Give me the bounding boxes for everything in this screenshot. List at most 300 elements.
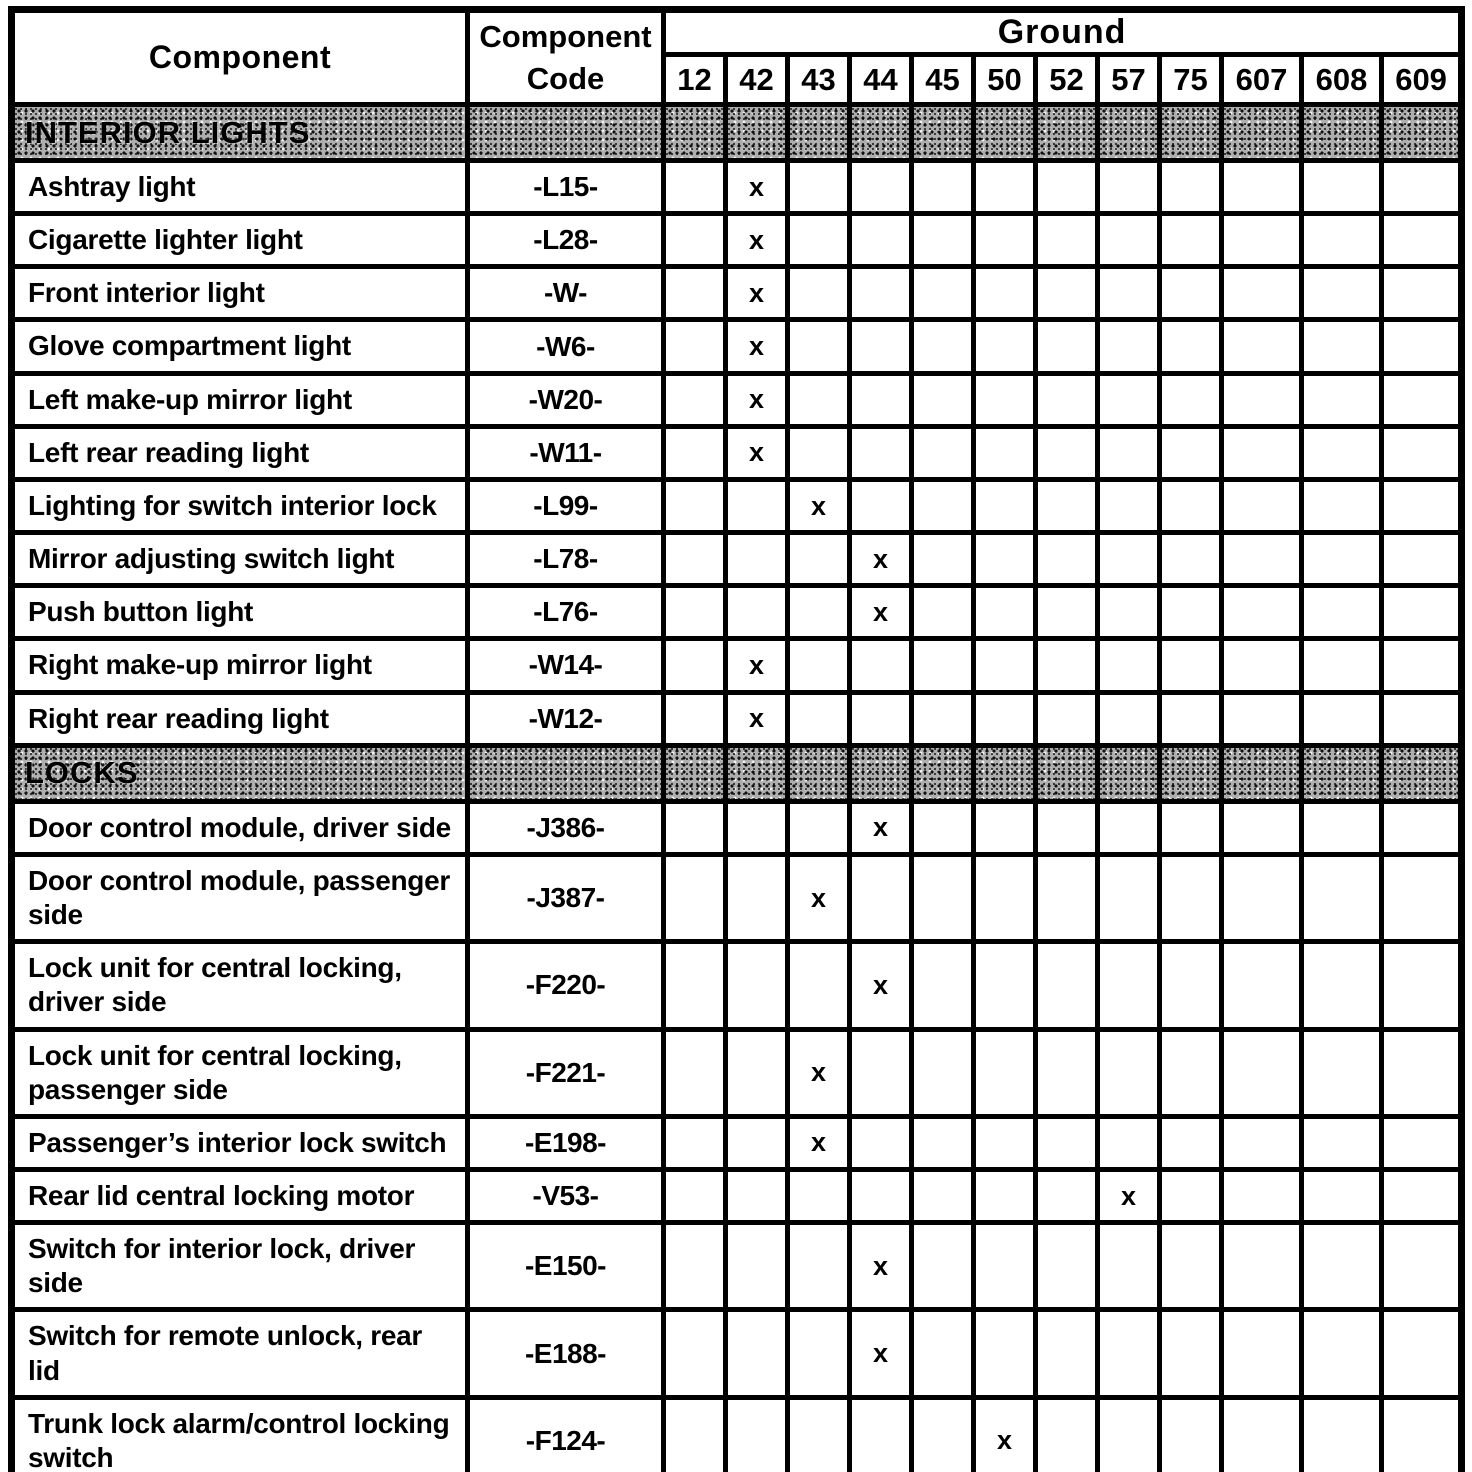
ground-cell-607 xyxy=(1222,479,1302,532)
table-body xyxy=(12,105,1462,1472)
ground-cell-42 xyxy=(726,1310,788,1397)
ground-cell-75 xyxy=(1160,1223,1222,1310)
ground-cell-45 xyxy=(912,854,974,941)
ground-cell-45 xyxy=(912,942,974,1029)
section-band-filler xyxy=(1382,105,1462,161)
ground-cell-50 xyxy=(974,1310,1036,1397)
ground-column-header-607: 607 xyxy=(1222,55,1302,105)
ground-cell-608 xyxy=(1302,801,1382,854)
section-band-filler xyxy=(1222,745,1302,801)
ground-cell-45 xyxy=(912,692,974,745)
ground-cell-50 xyxy=(974,161,1036,214)
component-name-cell: Lighting for switch interior lock xyxy=(12,479,468,532)
ground-cell-50 xyxy=(974,1223,1036,1310)
ground-cell-12 xyxy=(664,801,726,854)
section-band-filler xyxy=(726,745,788,801)
ground-cell-43 xyxy=(788,161,850,214)
ground-cell-608 xyxy=(1302,1029,1382,1116)
ground-cell-12 xyxy=(664,373,726,426)
component-code-cell: -J386- xyxy=(468,801,664,854)
component-code-cell: -L99- xyxy=(468,479,664,532)
ground-cell-609 xyxy=(1382,586,1462,639)
table-row xyxy=(12,426,1462,479)
ground-cell-50 xyxy=(974,942,1036,1029)
component-name-cell: Left rear reading light xyxy=(12,426,468,479)
ground-column-header-50: 50 xyxy=(974,55,1036,105)
ground-cell-12 xyxy=(664,214,726,267)
ground-cell-45 xyxy=(912,267,974,320)
ground-cell-42 xyxy=(726,586,788,639)
ground-cell-608 xyxy=(1302,1310,1382,1397)
component-code-column-header xyxy=(468,10,664,105)
ground-cell-609 xyxy=(1382,161,1462,214)
ground-cell-52 xyxy=(1036,1310,1098,1397)
ground-cell-45 xyxy=(912,1169,974,1222)
ground-cell-609 xyxy=(1382,1397,1462,1472)
ground-cell-45 xyxy=(912,479,974,532)
ground-cell-608 xyxy=(1302,1116,1382,1169)
ground-cell-75 xyxy=(1160,533,1222,586)
table-row xyxy=(12,214,1462,267)
ground-column-header-75: 75 xyxy=(1160,55,1222,105)
ground-cell-75 xyxy=(1160,161,1222,214)
ground-cell-42 xyxy=(726,1223,788,1310)
ground-cell-608 xyxy=(1302,267,1382,320)
ground-cell-44 xyxy=(850,373,912,426)
ground-cell-609 xyxy=(1382,1116,1462,1169)
ground-cell-45 xyxy=(912,1116,974,1169)
section-band-filler xyxy=(974,745,1036,801)
ground-group-header: Ground xyxy=(664,10,1462,55)
ground-cell-57 xyxy=(1098,586,1160,639)
ground-cell-43 xyxy=(788,1397,850,1472)
section-band-filler xyxy=(1160,745,1222,801)
component-code-cell: -J387- xyxy=(468,854,664,941)
ground-cell-44 xyxy=(850,426,912,479)
ground-cell-43 xyxy=(788,1169,850,1222)
ground-cell-44 xyxy=(850,854,912,941)
ground-cell-52 xyxy=(1036,426,1098,479)
component-code-cell: -L78- xyxy=(468,533,664,586)
section-band-filler xyxy=(726,105,788,161)
ground-column-header-608: 608 xyxy=(1302,55,1382,105)
ground-cell-75 xyxy=(1160,1116,1222,1169)
ground-cell-52 xyxy=(1036,320,1098,373)
ground-cell-42 xyxy=(726,533,788,586)
component-code-cell: -L76- xyxy=(468,586,664,639)
ground-cell-50 xyxy=(974,1169,1036,1222)
ground-cell-45 xyxy=(912,639,974,692)
ground-cell-608 xyxy=(1302,1223,1382,1310)
ground-column-header-43: 43 xyxy=(788,55,850,105)
ground-cell-12 xyxy=(664,1310,726,1397)
table-row xyxy=(12,854,1462,941)
ground-cell-43 xyxy=(788,533,850,586)
ground-cell-12 xyxy=(664,1169,726,1222)
ground-cell-57 xyxy=(1098,692,1160,745)
component-name-cell: Switch for interior lock, driver side xyxy=(12,1223,468,1310)
component-name-cell: Passenger’s interior lock switch xyxy=(12,1116,468,1169)
ground-cell-607 xyxy=(1222,692,1302,745)
ground-mark-42: x xyxy=(726,214,788,267)
ground-cell-607 xyxy=(1222,1169,1302,1222)
component-name-cell: Mirror adjusting switch light xyxy=(12,533,468,586)
ground-cell-57 xyxy=(1098,479,1160,532)
ground-mark-42: x xyxy=(726,267,788,320)
ground-cell-608 xyxy=(1302,639,1382,692)
ground-cell-42 xyxy=(726,1029,788,1116)
ground-column-header-42: 42 xyxy=(726,55,788,105)
ground-mark-44: x xyxy=(850,586,912,639)
ground-cell-50 xyxy=(974,801,1036,854)
ground-cell-608 xyxy=(1302,1397,1382,1472)
component-code-cell: -W- xyxy=(468,267,664,320)
ground-cell-52 xyxy=(1036,1397,1098,1472)
ground-cell-50 xyxy=(974,1029,1036,1116)
ground-cell-45 xyxy=(912,1397,974,1472)
section-title-label: LOCKS xyxy=(25,755,139,791)
ground-cell-75 xyxy=(1160,854,1222,941)
ground-cell-75 xyxy=(1160,1397,1222,1472)
ground-cell-57 xyxy=(1098,214,1160,267)
ground-cell-44 xyxy=(850,320,912,373)
table-row xyxy=(12,1397,1462,1472)
ground-cell-43 xyxy=(788,692,850,745)
ground-cell-607 xyxy=(1222,373,1302,426)
component-column-header: Component xyxy=(12,10,468,105)
ground-cell-50 xyxy=(974,479,1036,532)
ground-cell-607 xyxy=(1222,1310,1302,1397)
ground-column-header-45: 45 xyxy=(912,55,974,105)
ground-cell-57 xyxy=(1098,639,1160,692)
section-band-filler xyxy=(912,105,974,161)
ground-cell-52 xyxy=(1036,942,1098,1029)
ground-cell-609 xyxy=(1382,426,1462,479)
component-code-header-line2: Code xyxy=(526,60,605,96)
ground-mark-44: x xyxy=(850,942,912,1029)
ground-cell-75 xyxy=(1160,1310,1222,1397)
component-code-cell: -W6- xyxy=(468,320,664,373)
ground-mark-43: x xyxy=(788,854,850,941)
ground-cell-12 xyxy=(664,161,726,214)
ground-cell-50 xyxy=(974,373,1036,426)
ground-cell-609 xyxy=(1382,533,1462,586)
ground-column-header-12: 12 xyxy=(664,55,726,105)
ground-cell-607 xyxy=(1222,426,1302,479)
ground-cell-44 xyxy=(850,1116,912,1169)
table-row xyxy=(12,586,1462,639)
ground-cell-12 xyxy=(664,1397,726,1472)
ground-cell-608 xyxy=(1302,373,1382,426)
ground-cell-608 xyxy=(1302,942,1382,1029)
ground-cell-44 xyxy=(850,161,912,214)
ground-mark-42: x xyxy=(726,426,788,479)
ground-cell-609 xyxy=(1382,1029,1462,1116)
ground-cell-607 xyxy=(1222,854,1302,941)
ground-cell-43 xyxy=(788,1310,850,1397)
table-row xyxy=(12,479,1462,532)
ground-cell-607 xyxy=(1222,586,1302,639)
ground-mark-42: x xyxy=(726,692,788,745)
ground-cell-57 xyxy=(1098,373,1160,426)
ground-cell-609 xyxy=(1382,214,1462,267)
ground-column-header-57: 57 xyxy=(1098,55,1160,105)
ground-cell-45 xyxy=(912,373,974,426)
ground-cell-609 xyxy=(1382,479,1462,532)
ground-cell-607 xyxy=(1222,1223,1302,1310)
ground-cell-52 xyxy=(1036,801,1098,854)
ground-cell-44 xyxy=(850,1169,912,1222)
ground-cell-609 xyxy=(1382,801,1462,854)
table-row xyxy=(12,1116,1462,1169)
ground-cell-42 xyxy=(726,942,788,1029)
ground-cell-57 xyxy=(1098,320,1160,373)
component-code-cell: -E188- xyxy=(468,1310,664,1397)
ground-cell-44 xyxy=(850,479,912,532)
ground-cell-609 xyxy=(1382,1223,1462,1310)
section-band-filler xyxy=(1382,745,1462,801)
ground-cell-57 xyxy=(1098,161,1160,214)
ground-cell-43 xyxy=(788,639,850,692)
ground-cell-608 xyxy=(1302,1169,1382,1222)
section-band-filler xyxy=(468,105,664,161)
ground-cell-52 xyxy=(1036,533,1098,586)
ground-cell-42 xyxy=(726,854,788,941)
component-name-cell: Left make-up mirror light xyxy=(12,373,468,426)
ground-cell-75 xyxy=(1160,942,1222,1029)
ground-cell-609 xyxy=(1382,1310,1462,1397)
ground-cell-57 xyxy=(1098,1397,1160,1472)
ground-cell-44 xyxy=(850,267,912,320)
ground-cell-75 xyxy=(1160,373,1222,426)
ground-cell-607 xyxy=(1222,801,1302,854)
section-band-filler xyxy=(664,745,726,801)
ground-cell-12 xyxy=(664,854,726,941)
ground-mark-42: x xyxy=(726,161,788,214)
section-band-filler xyxy=(1036,745,1098,801)
ground-cell-609 xyxy=(1382,320,1462,373)
component-name-cell: Lock unit for central locking, driver side xyxy=(12,942,468,1029)
ground-cell-57 xyxy=(1098,854,1160,941)
ground-cell-75 xyxy=(1160,586,1222,639)
ground-cell-12 xyxy=(664,639,726,692)
section-band-filler xyxy=(850,105,912,161)
ground-cell-12 xyxy=(664,586,726,639)
table-row xyxy=(12,373,1462,426)
section-band-filler xyxy=(1222,105,1302,161)
ground-cell-75 xyxy=(1160,267,1222,320)
component-code-cell: -W11- xyxy=(468,426,664,479)
section-band-filler xyxy=(788,745,850,801)
ground-cell-608 xyxy=(1302,320,1382,373)
section-title xyxy=(12,745,468,801)
component-name-cell: Cigarette lighter light xyxy=(12,214,468,267)
ground-cell-43 xyxy=(788,320,850,373)
ground-cell-52 xyxy=(1036,214,1098,267)
ground-cell-44 xyxy=(850,692,912,745)
ground-mark-42: x xyxy=(726,639,788,692)
ground-cell-45 xyxy=(912,320,974,373)
component-code-cell: -W20- xyxy=(468,373,664,426)
table-row xyxy=(12,801,1462,854)
ground-cell-52 xyxy=(1036,373,1098,426)
ground-cell-12 xyxy=(664,942,726,1029)
ground-cell-45 xyxy=(912,1029,974,1116)
ground-cell-43 xyxy=(788,214,850,267)
component-name-cell: Rear lid central locking motor xyxy=(12,1169,468,1222)
component-code-cell: -F221- xyxy=(468,1029,664,1116)
ground-cell-75 xyxy=(1160,320,1222,373)
table-row xyxy=(12,1029,1462,1116)
component-name-cell: Right rear reading light xyxy=(12,692,468,745)
ground-cell-52 xyxy=(1036,1029,1098,1116)
component-name-cell: Push button light xyxy=(12,586,468,639)
ground-cell-52 xyxy=(1036,479,1098,532)
ground-cell-50 xyxy=(974,692,1036,745)
ground-cell-43 xyxy=(788,942,850,1029)
section-title-label: INTERIOR LIGHTS xyxy=(25,114,311,150)
section-band-filler xyxy=(664,105,726,161)
ground-cell-52 xyxy=(1036,161,1098,214)
ground-cell-57 xyxy=(1098,1116,1160,1169)
ground-cell-609 xyxy=(1382,1169,1462,1222)
ground-cell-609 xyxy=(1382,854,1462,941)
ground-cell-607 xyxy=(1222,320,1302,373)
ground-cell-52 xyxy=(1036,586,1098,639)
section-band-filler xyxy=(974,105,1036,161)
ground-cell-52 xyxy=(1036,639,1098,692)
ground-cell-44 xyxy=(850,1397,912,1472)
ground-cell-45 xyxy=(912,801,974,854)
ground-cell-52 xyxy=(1036,1116,1098,1169)
ground-cell-12 xyxy=(664,533,726,586)
ground-cell-608 xyxy=(1302,692,1382,745)
table-row xyxy=(12,533,1462,586)
ground-cell-50 xyxy=(974,1116,1036,1169)
component-name-cell: Door control module, driver side xyxy=(12,801,468,854)
ground-cell-42 xyxy=(726,1397,788,1472)
ground-column-header-609: 609 xyxy=(1382,55,1462,105)
header-row-top xyxy=(12,10,1462,55)
component-name-cell: Lock unit for central locking, passenger side xyxy=(12,1029,468,1116)
ground-cell-50 xyxy=(974,639,1036,692)
ground-cell-57 xyxy=(1098,1223,1160,1310)
ground-cell-42 xyxy=(726,1116,788,1169)
section-band-filler xyxy=(1036,105,1098,161)
section-band-filler xyxy=(468,745,664,801)
ground-cell-607 xyxy=(1222,267,1302,320)
ground-cell-12 xyxy=(664,320,726,373)
ground-mark-57: x xyxy=(1098,1169,1160,1222)
ground-cell-608 xyxy=(1302,586,1382,639)
ground-cell-607 xyxy=(1222,1116,1302,1169)
ground-cell-609 xyxy=(1382,267,1462,320)
ground-cell-44 xyxy=(850,214,912,267)
ground-column-header-44: 44 xyxy=(850,55,912,105)
component-code-cell: -F220- xyxy=(468,942,664,1029)
component-name-cell: Right make-up mirror light xyxy=(12,639,468,692)
table-row xyxy=(12,692,1462,745)
ground-cell-52 xyxy=(1036,267,1098,320)
component-name-cell: Glove compartment light xyxy=(12,320,468,373)
component-code-cell: -W12- xyxy=(468,692,664,745)
component-name-cell: Front interior light xyxy=(12,267,468,320)
ground-cell-75 xyxy=(1160,214,1222,267)
ground-cell-608 xyxy=(1302,161,1382,214)
component-code-cell: -L15- xyxy=(468,161,664,214)
section-band-filler xyxy=(788,105,850,161)
table-row xyxy=(12,942,1462,1029)
section-band-filler xyxy=(850,745,912,801)
section-band-filler xyxy=(1098,745,1160,801)
ground-cell-608 xyxy=(1302,479,1382,532)
ground-cell-75 xyxy=(1160,692,1222,745)
component-name-cell: Trunk lock alarm/control locking switch xyxy=(12,1397,468,1472)
ground-mark-42: x xyxy=(726,320,788,373)
ground-mark-44: x xyxy=(850,533,912,586)
ground-cell-57 xyxy=(1098,426,1160,479)
ground-cell-75 xyxy=(1160,426,1222,479)
ground-cell-43 xyxy=(788,426,850,479)
ground-cell-607 xyxy=(1222,1397,1302,1472)
section-band-filler xyxy=(1098,105,1160,161)
ground-cell-45 xyxy=(912,161,974,214)
ground-cell-52 xyxy=(1036,1169,1098,1222)
ground-cell-44 xyxy=(850,639,912,692)
ground-cell-75 xyxy=(1160,801,1222,854)
ground-cell-609 xyxy=(1382,942,1462,1029)
ground-cell-52 xyxy=(1036,1223,1098,1310)
section-title xyxy=(12,105,468,161)
ground-cell-75 xyxy=(1160,1169,1222,1222)
ground-cell-608 xyxy=(1302,533,1382,586)
component-code-cell: -V53- xyxy=(468,1169,664,1222)
ground-cell-12 xyxy=(664,1223,726,1310)
ground-cell-609 xyxy=(1382,639,1462,692)
ground-cell-608 xyxy=(1302,854,1382,941)
ground-cell-75 xyxy=(1160,639,1222,692)
ground-cell-607 xyxy=(1222,639,1302,692)
ground-cell-50 xyxy=(974,854,1036,941)
table-row xyxy=(12,1169,1462,1222)
section-band-filler xyxy=(1302,105,1382,161)
ground-cell-607 xyxy=(1222,214,1302,267)
ground-cell-57 xyxy=(1098,533,1160,586)
component-code-header-line1: Component xyxy=(479,18,652,54)
ground-cell-50 xyxy=(974,320,1036,373)
table-row xyxy=(12,1223,1462,1310)
table-row xyxy=(12,161,1462,214)
ground-cell-50 xyxy=(974,533,1036,586)
ground-mark-44: x xyxy=(850,1310,912,1397)
ground-cell-45 xyxy=(912,1223,974,1310)
ground-cell-43 xyxy=(788,1223,850,1310)
ground-mark-43: x xyxy=(788,479,850,532)
section-header-row xyxy=(12,105,1462,161)
table-row xyxy=(12,1310,1462,1397)
ground-mark-43: x xyxy=(788,1116,850,1169)
ground-column-header-52: 52 xyxy=(1036,55,1098,105)
ground-mark-42: x xyxy=(726,373,788,426)
ground-mark-50: x xyxy=(974,1397,1036,1472)
ground-mark-44: x xyxy=(850,801,912,854)
ground-assignment-table xyxy=(8,6,1465,1472)
ground-mark-43: x xyxy=(788,1029,850,1116)
table-row xyxy=(12,267,1462,320)
ground-cell-45 xyxy=(912,426,974,479)
table-header xyxy=(12,10,1462,105)
component-code-cell: -E150- xyxy=(468,1223,664,1310)
